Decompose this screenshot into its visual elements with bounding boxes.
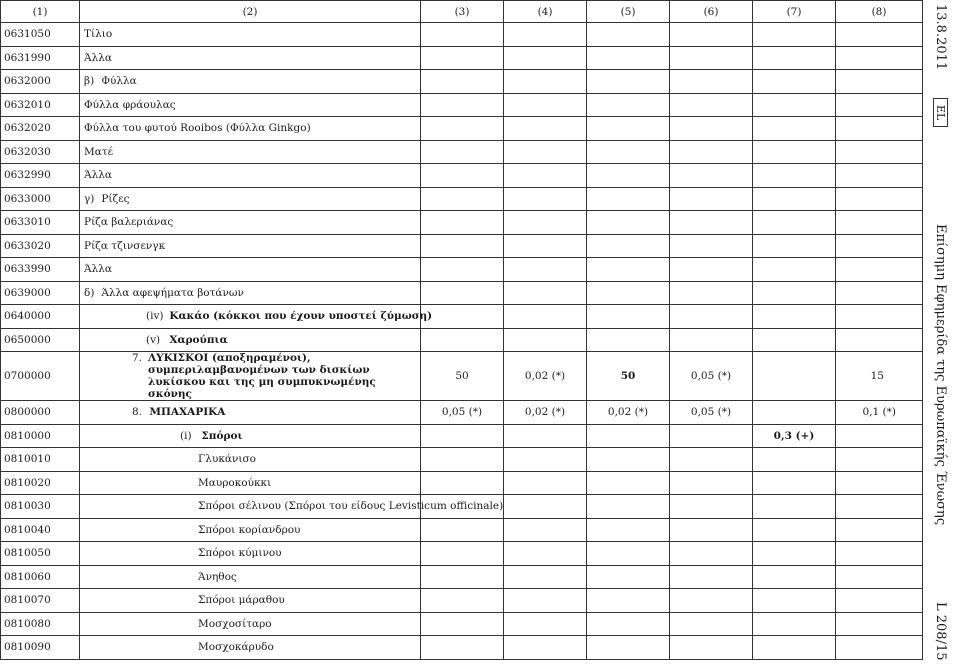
col-header-6: (6)	[670, 1, 753, 23]
product-code: 0810060	[1, 565, 80, 589]
product-desc: Σπόροι μάραθου	[80, 589, 421, 613]
desc-prefix: 7.	[132, 352, 143, 364]
desc-prefix: δ)	[84, 286, 95, 299]
table-row	[1, 471, 923, 495]
product-desc: Γλυκάνισο	[80, 448, 421, 472]
header-row	[1, 1, 923, 23]
product-desc	[80, 46, 421, 70]
table-row	[1, 448, 923, 472]
page-reference: L 208/15	[933, 602, 948, 661]
product-code: 0639000	[1, 281, 80, 305]
product-desc	[80, 140, 421, 164]
mrl-col5: 0,02 (*)	[587, 401, 670, 425]
table-row	[1, 328, 923, 352]
product-desc	[80, 234, 421, 258]
product-desc: Σπόροι κύμινου	[80, 542, 421, 566]
col-header-5: (5)	[587, 1, 670, 23]
product-desc: Σπόροι κορίανδρου	[80, 518, 421, 542]
table-row	[1, 140, 923, 164]
product-desc	[80, 258, 421, 282]
table-row	[1, 93, 923, 117]
product-desc	[80, 117, 421, 141]
product-desc: Άνηθος	[80, 565, 421, 589]
product-code: 0810070	[1, 589, 80, 613]
mrl-col3: 50	[421, 352, 504, 401]
product-desc	[80, 352, 421, 401]
mrl-col7	[753, 424, 836, 448]
mrl-col4: 0,02 (*)	[504, 401, 587, 425]
table-row	[1, 70, 923, 94]
product-code: 0632030	[1, 140, 80, 164]
table-row	[1, 234, 923, 258]
mrl-col6	[670, 424, 753, 448]
product-code: 0700000	[1, 352, 80, 401]
product-code: 0810040	[1, 518, 80, 542]
product-code: 0640000	[1, 305, 80, 329]
product-code: 0632010	[1, 93, 80, 117]
product-desc: Μοσχοσίταρο	[80, 612, 421, 636]
col-header-7: (7)	[753, 1, 836, 23]
mrl-col7	[753, 401, 836, 425]
table-row	[1, 401, 923, 425]
product-code: 0633000	[1, 187, 80, 211]
mrl-col4	[504, 424, 587, 448]
product-code: 0810030	[1, 495, 80, 519]
desc-text: Ματέ	[84, 145, 114, 158]
mrl-col6: 0,05 (*)	[670, 401, 753, 425]
page-margin	[924, 0, 960, 665]
product-code: 0810020	[1, 471, 80, 495]
mrl-col5: 50	[587, 352, 670, 401]
mrl-col6: 0,05 (*)	[670, 352, 753, 401]
desc-prefix: γ)	[84, 192, 95, 205]
desc-text: Τίλιο	[84, 28, 113, 41]
product-desc	[80, 187, 421, 211]
table-row	[1, 518, 923, 542]
product-desc	[80, 281, 421, 305]
table-row	[1, 305, 923, 329]
table-row	[1, 117, 923, 141]
table-row	[1, 164, 923, 188]
mrl-col3: 0,05 (*)	[421, 401, 504, 425]
product-code: 0810080	[1, 612, 80, 636]
desc-text: Ρίζα τζινσενγκ	[84, 239, 166, 252]
desc-text: Φύλλα φράουλας	[84, 98, 176, 111]
desc-text: ΛΥΚΙΣΚΟΙ (αποξηραμένοι), συμπεριλαμβανομένων των δισκίων λυκίσκου και της μη συμπυκνωμένης σκόνης	[148, 352, 376, 400]
table-row	[1, 495, 923, 519]
desc-text: Ρίζα βαλεριάνας	[84, 216, 174, 229]
mrl-col7	[753, 352, 836, 401]
table-row	[1, 542, 923, 566]
mrl-col4: 0,02 (*)	[504, 352, 587, 401]
journal-title: Επίσημη Εφημερίδα της Ευρωπαϊκής Ένωσης	[933, 224, 948, 526]
desc-prefix: (i)	[180, 429, 192, 442]
table-row	[1, 46, 923, 70]
table-row	[1, 258, 923, 282]
product-code: 0632000	[1, 70, 80, 94]
desc-prefix: (iv)	[146, 310, 164, 323]
product-desc: Μοσχοκάρυδο	[80, 636, 421, 660]
desc-prefix: 8.	[132, 406, 143, 419]
mrl-col8: 0,1 (*)	[836, 401, 923, 425]
mrl-col3	[421, 424, 504, 448]
table-row	[1, 211, 923, 235]
desc-text: Φύλλα	[101, 75, 137, 88]
product-code: 0632990	[1, 164, 80, 188]
col-header-1: (1)	[1, 1, 80, 23]
mrl-value: 0,3 (+)	[773, 429, 815, 442]
product-code: 0810050	[1, 542, 80, 566]
table-row	[1, 23, 923, 47]
desc-text: Άλλα	[84, 169, 112, 182]
product-desc	[80, 328, 421, 352]
desc-text: Κακάο (κόκκοι που έχουν υποστεί ζύμωση)	[169, 310, 433, 323]
product-code: 0631050	[1, 23, 80, 47]
product-code: 0633010	[1, 211, 80, 235]
col-header-8: (8)	[836, 1, 923, 23]
product-desc	[80, 93, 421, 117]
product-code: 0633990	[1, 258, 80, 282]
mrl-col8: 15	[836, 352, 923, 401]
product-desc	[80, 424, 421, 448]
table-row	[1, 565, 923, 589]
language-badge: EL	[933, 98, 948, 127]
desc-text: Σπόροι	[201, 429, 243, 442]
product-desc	[80, 70, 421, 94]
table-row	[1, 352, 923, 401]
col-header-2: (2)	[80, 1, 421, 23]
product-code: 0800000	[1, 401, 80, 425]
col-header-3: (3)	[421, 1, 504, 23]
table-row	[1, 281, 923, 305]
product-desc	[80, 305, 433, 329]
table-row	[1, 589, 923, 613]
col-header-4: (4)	[504, 1, 587, 23]
product-code: 0632020	[1, 117, 80, 141]
product-code: 0810010	[1, 448, 80, 472]
table-row	[1, 612, 923, 636]
table-row	[1, 636, 923, 660]
product-desc	[80, 211, 421, 235]
desc-prefix: β)	[84, 75, 95, 88]
product-code: 0810090	[1, 636, 80, 660]
table-row	[1, 187, 923, 211]
desc-text: Άλλα αφεψήματα βοτάνων	[101, 286, 244, 299]
product-desc: Σπόροι σέλινου (Σπόροι του είδους Levisticum officinale)	[80, 495, 421, 519]
desc-text: ΜΠΑΧΑΡΙΚΑ	[149, 406, 226, 419]
product-code: 0810000	[1, 424, 80, 448]
product-code: 0650000	[1, 328, 80, 352]
table-row	[1, 424, 923, 448]
mrl-col8	[836, 424, 923, 448]
product-code: 0633020	[1, 234, 80, 258]
desc-prefix: (v)	[146, 333, 161, 346]
publication-date: 13.8.2011	[933, 4, 948, 71]
product-desc: Μαυροκούκκι	[80, 471, 421, 495]
mrl-col5	[587, 424, 670, 448]
product-desc	[80, 401, 421, 425]
product-desc	[80, 23, 421, 47]
desc-text: Άλλα	[84, 263, 112, 276]
desc-text: Φύλλα του φυτού Rooibos (Φύλλα Ginkgo)	[84, 122, 311, 135]
desc-text: Χαρούπια	[169, 333, 228, 346]
product-code: 0631990	[1, 46, 80, 70]
desc-text: Άλλα	[84, 51, 112, 64]
product-desc	[80, 164, 421, 188]
desc-text: Ρίζες	[101, 192, 130, 205]
